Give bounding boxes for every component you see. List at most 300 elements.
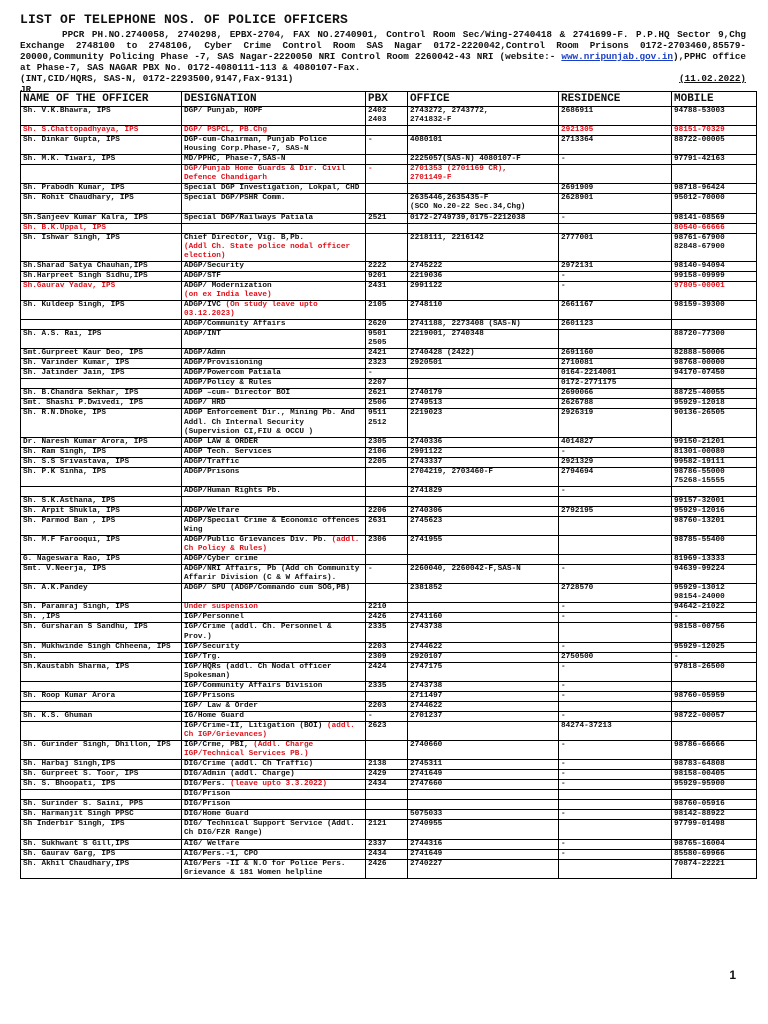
officer-name-cell [21,320,182,330]
designation: DIG/Pers. [184,780,231,789]
designation: ADGP/Cyber crime [184,555,258,564]
office-phone-cell [408,136,559,155]
table-row [21,107,757,126]
mobile-phone-cell [672,721,757,740]
mobile-phone-cell [672,486,757,496]
designation: AIG/Pers.-1, CPO [184,849,258,858]
residence-phone-cell [559,389,672,399]
mobile-phone-cell [672,399,757,409]
pbx-ext-cell [366,800,408,810]
office-phone: 2260040, 2260042-F,SAS-N [410,565,521,574]
officer-name: Sh. Surinder S. Saini, PPS [23,800,143,809]
table-row [21,536,757,555]
mobile-phone-cell [672,565,757,584]
designation: ADGP Enforcement Dir., Mining Pb. And Addl. Ch Internal Security (Supervision CI,FIU & OCCU ) [184,409,355,436]
officer-name-cell [21,300,182,319]
office-phone-cell [408,467,559,486]
office-phone: 2744622 [410,642,443,651]
office-phone-cell [408,711,559,721]
mobile-phone: 99158-09999 [674,271,725,280]
pbx-ext: 9501 2505 [368,330,387,348]
pbx-ext: 2207 [368,379,387,388]
designation-cell [182,369,366,379]
officer-name: Sh. A.S. Rai, IPS [23,330,102,339]
pbx-ext: 2434 [368,849,387,858]
mobile-phone-cell [672,194,757,213]
office-phone-cell [408,300,559,319]
pbx-ext-cell [366,379,408,389]
residence-phone-cell [559,820,672,839]
officer-name-cell [21,691,182,701]
pbx-ext-cell [366,506,408,516]
residence-phone-cell [559,165,672,184]
residence-phone: 84274-37213 [561,721,612,730]
designation-cell [182,770,366,780]
column-header-residence: RESIDENCE [559,92,672,107]
officer-name-cell [21,662,182,681]
designation-cell [182,603,366,613]
mobile-phone: 95012-70000 [674,194,725,203]
mobile-phone-cell [672,711,757,721]
mobile-phone: 98158-00405 [674,770,725,779]
pbx-ext: 2421 [368,349,387,358]
residence-phone: 2710081 [561,359,594,368]
officer-name-cell [21,780,182,790]
office-phone-cell [408,810,559,820]
table-row [21,613,757,623]
residence-phone: - [561,681,566,690]
designation: IGP/Crime-II, Litigation (BOI) [184,721,328,730]
table-row [21,213,757,223]
officer-name-cell [21,389,182,399]
office-phone-cell [408,155,559,165]
pbx-ext-cell [366,467,408,486]
designation-cell [182,613,366,623]
pbx-ext-cell [366,859,408,878]
table-row [21,369,757,379]
office-phone: 2920107 [410,652,443,661]
officer-name-cell [21,681,182,691]
designation-cell [182,623,366,642]
office-phone-cell [408,613,559,623]
designation-cell [182,555,366,565]
pbx-ext-cell [366,281,408,300]
pbx-ext-cell [366,555,408,565]
pbx-ext-cell [366,359,408,369]
designation-cell [182,516,366,535]
mobile-phone: 85580-69966 [674,849,725,858]
table-row [21,741,757,760]
designation-note: (leave upto 3.3.2022) [230,780,328,789]
mobile-phone: 97818-26500 [674,662,725,671]
office-phone-cell [408,271,559,281]
mobile-phone-cell [672,389,757,399]
officer-name: Sh. Gursharan S Sandhu, IPS [23,623,148,632]
officer-name-cell [21,652,182,662]
designation-cell [182,790,366,800]
pbx-ext: 2623 [368,721,387,730]
mobile-phone: 94642-21022 [674,603,725,612]
designation: DGP-cum-Chairman, Punjab Police Housing Corp.Phase-7, SAS-N [184,136,328,154]
officer-name: Sh. S.K.Asthana, IPS [23,496,116,505]
designation-cell [182,320,366,330]
officer-name-cell [21,536,182,555]
residence-phone: 2777001 [561,233,594,242]
mobile-phone: 98761-67900 82848-67900 [674,233,725,251]
mobile-phone-cell [672,369,757,379]
residence-phone-cell [559,261,672,271]
office-phone: 2741160 [410,613,443,622]
table-row [21,859,757,878]
pbx-ext: 2620 [368,320,387,329]
mobile-phone-cell [672,155,757,165]
officer-name: Sh. Ram Singh, IPS [23,447,107,456]
office-phone: 2701353 (2701169 CR), 2701149-F [410,165,507,183]
officer-name-cell [21,409,182,437]
pbx-ext-cell [366,849,408,859]
column-header-office: OFFICE [408,92,559,107]
website-link[interactable]: www.nripunjab.gov.in [561,51,673,62]
column-header-name: NAME OF THE OFFICER [21,92,182,107]
officer-name: Smt. Shashi P.Dwivedi, IPS [23,399,143,408]
residence-phone: 0172-2771175 [561,379,617,388]
designation: ADGP/IVC [184,300,226,309]
residence-phone-cell [559,447,672,457]
table-row [21,155,757,165]
officer-name: Sh. Gurinder Singh, Dhillon, IPS [23,741,171,750]
designation: DGP/Punjab Home Guards & Dir. Civil Defence Chandigarh [184,165,346,183]
office-phone: 2745222 [410,261,443,270]
residence-phone-cell [559,800,672,810]
pbx-ext: 2426 [368,613,387,622]
pbx-ext-cell [366,496,408,506]
pbx-ext-cell [366,369,408,379]
table-row [21,165,757,184]
pbx-ext-cell [366,213,408,223]
officer-name-cell [21,136,182,155]
table-row [21,496,757,506]
table-row [21,447,757,457]
mobile-phone-cell [672,223,757,233]
residence-phone-cell [559,859,672,878]
mobile-phone: 94639-99224 [674,565,725,574]
officer-name: Dr. Naresh Kumar Arora, IPS [23,437,148,446]
pbx-ext-cell [366,662,408,681]
mobile-phone-cell [672,447,757,457]
mobile-phone-cell [672,330,757,349]
residence-phone-cell [559,437,672,447]
officer-name-cell [21,721,182,740]
mobile-phone: 97791-42163 [674,155,725,164]
office-phone-cell [408,330,559,349]
mobile-phone-cell [672,281,757,300]
mobile-phone: 95929-12018 [674,399,725,408]
office-phone-cell [408,409,559,437]
pbx-ext-cell [366,107,408,126]
pbx-ext: 2521 [368,213,387,222]
pbx-ext-cell [366,780,408,790]
pbx-ext-cell [366,603,408,613]
residence-phone-cell [559,359,672,369]
officer-name: Sh. Harmanjit Singh PPSC [23,810,134,819]
officer-name: Sh. Dinkar Gupta, IPS [23,136,120,145]
pbx-ext-cell [366,457,408,467]
mobile-phone-cell [672,613,757,623]
designation-cell [182,271,366,281]
table-row [21,711,757,721]
pbx-ext: 2621 [368,389,387,398]
office-phone: 2741649 [410,849,443,858]
mobile-phone: 98722-00057 [674,711,725,720]
officer-name-cell [21,330,182,349]
mobile-phone: 97799-01498 [674,820,725,829]
pbx-ext: 2121 [368,820,387,829]
office-phone: 2218111, 2216142 [410,233,484,242]
office-phone: 2219023 [410,409,443,418]
designation-note: (Addl. Charge IGP/Technical Services PB.) [184,741,314,759]
mobile-phone-cell [672,555,757,565]
office-phone: 4080101 [410,136,443,145]
officer-name: Smt. V.Neerja, IPS [23,565,107,574]
designation-cell [182,349,366,359]
pbx-ext: 2434 [368,780,387,789]
table-row [21,623,757,642]
designation-cell [182,780,366,790]
office-phone: 2991122 [410,281,443,290]
pbx-ext: 2106 [368,447,387,456]
column-header-pbx: PBX [366,92,408,107]
pbx-ext: 2222 [368,261,387,270]
mobile-phone: 98151-70329 [674,126,725,135]
officer-name-cell [21,790,182,800]
mobile-phone-cell [672,820,757,839]
mobile-phone-cell [672,320,757,330]
office-phone-cell [408,820,559,839]
designation-cell [182,859,366,878]
date-line [20,73,746,84]
pbx-ext-cell [366,399,408,409]
office-phone-cell [408,584,559,603]
office-phone-cell [408,603,559,613]
designation: ADGP/Traffic [184,457,240,466]
office-phone-cell [408,691,559,701]
mobile-phone-cell [672,300,757,319]
residence-phone: - [561,780,566,789]
designation: DIG/Crime (addl. Ch Traffic) [184,760,314,769]
officer-name-cell [21,555,182,565]
officer-name: Sh. ,IPS [23,613,60,622]
pbx-ext: 2335 [368,623,387,632]
mobile-phone-cell [672,233,757,261]
table-row [21,379,757,389]
residence-phone-cell [559,233,672,261]
officer-name-cell [21,126,182,136]
pbx-ext-cell [366,652,408,662]
officer-name: Sh. Roop Kumar Arora [23,691,116,700]
residence-phone: - [561,565,566,574]
officer-name: Sh. M.F Farooqui, IPS [23,536,120,545]
residence-phone: 2686911 [561,107,594,115]
designation: ADGP/Powercom Patiala [184,369,281,378]
office-phone-cell [408,457,559,467]
office-phone: 2740336 [410,437,443,446]
office-phone: 2745311 [410,760,443,769]
officers-table [20,91,757,879]
mobile-phone-cell [672,271,757,281]
designation: ADGP/Public Grievances Div. Pb. [184,536,332,545]
mobile-phone: 98140-94094 [674,261,725,270]
officer-name: Smt.Gurpreet Kaur Deo, IPS [23,349,143,358]
pbx-ext-cell [366,516,408,535]
office-phone-cell [408,281,559,300]
designation-cell [182,409,366,437]
designation: ADGP/Policy & Rules [184,379,272,388]
office-phone-cell [408,859,559,878]
designation: DIG/Home Guard [184,810,249,819]
office-phone-cell [408,261,559,271]
designation: DGP/ PSPCL, PB.Chg [184,126,268,135]
pbx-ext-cell [366,721,408,740]
designation: DIG/Admin (addl. Charge) [184,770,295,779]
office-phone-cell [408,770,559,780]
designation-cell [182,330,366,349]
pbx-ext: 2506 [368,399,387,408]
table-row [21,359,757,369]
residence-phone-cell [559,506,672,516]
mobile-phone-cell [672,701,757,711]
mobile-phone-cell [672,770,757,780]
designation: ADGP/Welfare [184,506,240,515]
pbx-ext-cell [366,770,408,780]
page-number: 1 [729,968,736,982]
office-phone-cell [408,437,559,447]
mobile-phone: 95929-12025 [674,642,725,651]
designation: IG/Home Guard [184,711,244,720]
officer-name-cell [21,184,182,194]
residence-phone: - [561,662,566,671]
pbx-ext: 2337 [368,839,387,848]
pbx-ext-cell [366,642,408,652]
table-row [21,790,757,800]
table-row [21,194,757,213]
designation: ADGP/INT [184,330,221,339]
office-phone-cell [408,184,559,194]
designation: ADGP –cum- Director BOI [184,389,291,398]
pbx-ext-cell [366,839,408,849]
table-row [21,721,757,740]
residence-phone-cell [559,467,672,486]
officer-name-cell [21,711,182,721]
office-phone: 2225057(SAS-N) 4080107-F [410,155,521,164]
office-phone-cell [408,389,559,399]
office-phone: 2219036 [410,271,443,280]
office-phone: 2740428 (2422) [410,349,475,358]
officer-name-cell [21,810,182,820]
mobile-phone: - [674,652,679,661]
mobile-phone: 98783-64808 [674,760,725,769]
officer-name: Sh. Gurpreet S. Toor, IPS [23,770,139,779]
designation-note: (On study leave upto 03.12.2023) [184,300,318,318]
residence-phone-cell [559,839,672,849]
office-phone: 2711497 [410,691,443,700]
officer-name: Sh. V.K.Bhawra, IPS [23,107,111,115]
mobile-phone: 98768-00000 [674,359,725,368]
officer-name-cell [21,194,182,213]
residence-phone-cell [559,271,672,281]
designation: ADGP/Admn [184,349,226,358]
officer-name: Sh.Gaurav Yadav, IPS [23,281,116,290]
designation-cell [182,184,366,194]
pbx-ext-cell [366,320,408,330]
officer-name-cell [21,859,182,878]
designation-note: Under suspension [184,603,258,612]
table-row [21,486,757,496]
officer-name: Sh. Mukhwinde Singh Chheena, IPS [23,642,171,651]
pbx-ext-cell [366,184,408,194]
mobile-phone-cell [672,642,757,652]
pbx-ext-cell [366,681,408,691]
mobile-phone-cell [672,496,757,506]
pbx-ext: 2631 [368,516,387,525]
table-row [21,409,757,437]
designation-cell [182,584,366,603]
residence-phone-cell [559,369,672,379]
residence-phone: - [561,839,566,848]
officer-name-cell [21,603,182,613]
office-phone: 2747660 [410,780,443,789]
mobile-phone: 81969-13333 [674,555,725,564]
residence-phone-cell [559,760,672,770]
mobile-phone: 81301-00080 [674,447,725,456]
pbx-ext: 2309 [368,652,387,661]
table-row [21,810,757,820]
pbx-ext-cell [366,565,408,584]
mobile-phone-cell [672,506,757,516]
designation: ADGP/ SPU (ADGP/Commando cum SOG,PB) [184,584,351,593]
office-phone: 2741955 [410,536,443,545]
designation-cell [182,223,366,233]
residence-phone-cell [559,662,672,681]
mobile-phone: 98786-55000 75268-15555 [674,467,725,485]
officer-name-cell [21,379,182,389]
office-phone: 2748110 [410,300,443,309]
residence-phone-cell [559,349,672,359]
pbx-ext-cell [366,437,408,447]
table-row [21,555,757,565]
officer-name: Sh. Paramraj Singh, IPS [23,603,130,612]
residence-phone-cell [559,642,672,652]
designation: Chief Director, Vig. B,Pb. [184,233,304,242]
residence-phone: - [561,810,566,819]
officer-name-cell [21,155,182,165]
officer-name: Sh. Prabodh Kumar, IPS [23,184,125,193]
table-row [21,300,757,319]
designation: ADGP/Prisons [184,467,240,476]
officer-name-cell [21,486,182,496]
office-phone: 2741649 [410,770,443,779]
residence-phone-cell [559,623,672,642]
designation-cell [182,261,366,271]
mobile-phone-cell [672,359,757,369]
table-row [21,603,757,613]
residence-phone-cell [559,486,672,496]
pbx-ext-cell [366,584,408,603]
office-phone: 2704219, 2703460-F [410,467,494,476]
table-row [21,389,757,399]
designation-note: (addl. Ch Policy & Rules) [184,536,360,554]
mobile-phone-cell [672,136,757,155]
designation: ADGP/STF [184,271,221,280]
